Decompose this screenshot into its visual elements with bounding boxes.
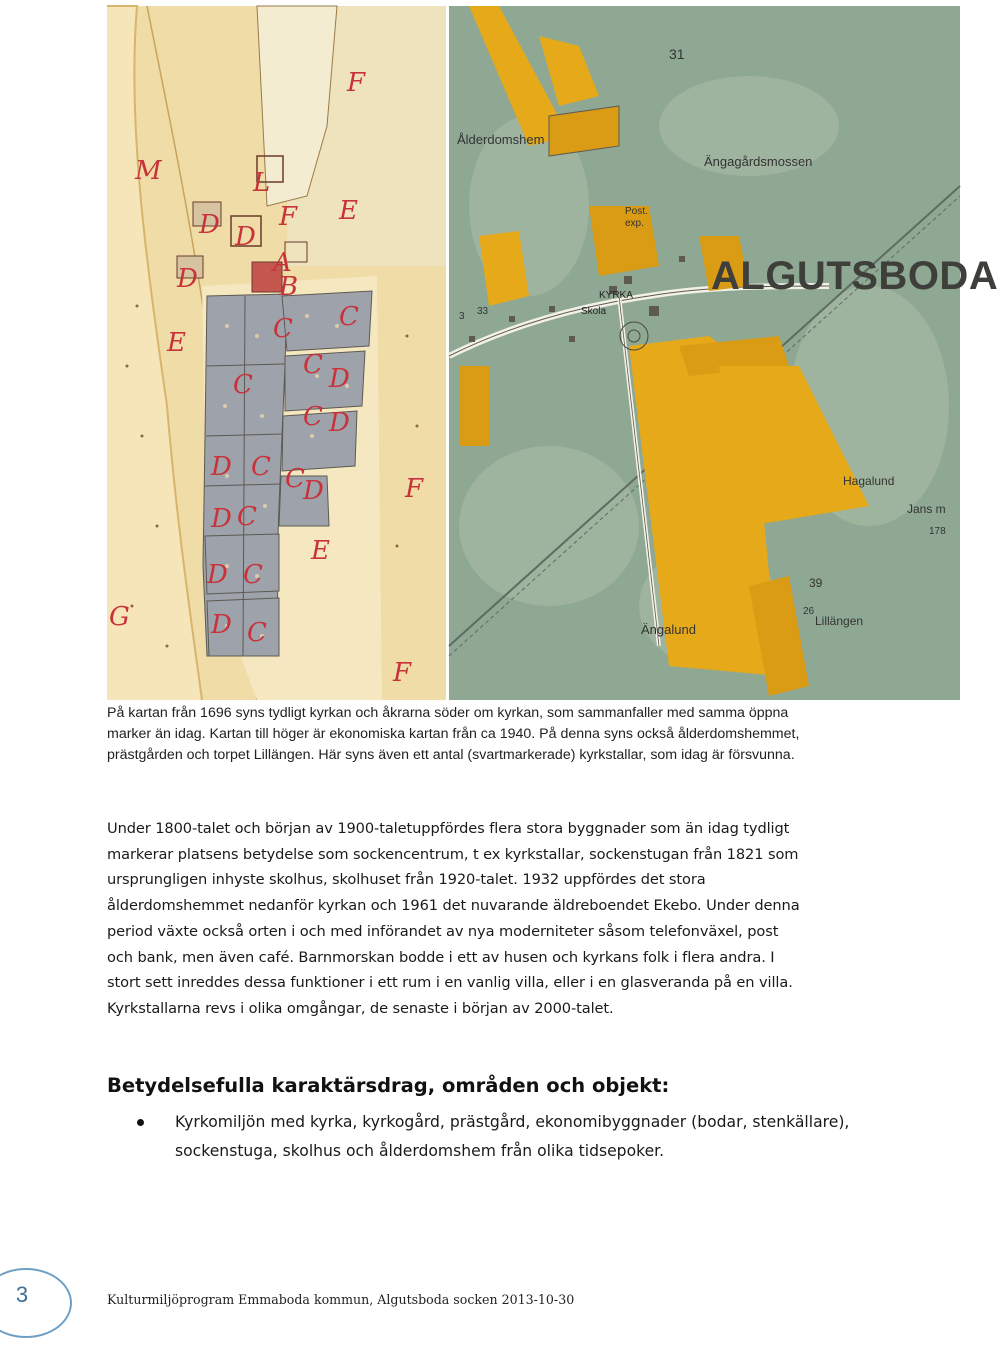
historical-map-drawing <box>107 6 446 700</box>
map-label-alderdomshem: Ålderdomshem <box>457 132 545 147</box>
map-caption <box>107 703 867 766</box>
caption-line: prästgården och torpet Lillängen. Här syns även ett antal (svartmarkerade) kyrkstallar, som idag är försvunna. <box>107 747 795 763</box>
body-line: period växte också orten i och med införandet av nya moderniteter såsom telefonväxel, post <box>107 922 779 940</box>
map-letter: E <box>311 536 330 566</box>
map-letter: D <box>303 476 324 506</box>
body-line: Kyrkstallarna revs i olika omgångar, de senaste i början av 2000-talet. <box>107 999 614 1017</box>
list-item-text: sockenstuga, skolhus och ålderdomshem från olika tidsepoker. <box>175 1142 665 1160</box>
map-letter: D <box>235 222 256 252</box>
body-line: Under 1800-talet och början av 1900-taletuppfördes flera stora byggnader som än idag tydligt <box>107 820 790 837</box>
map-letter: D <box>329 408 350 438</box>
footer-text: Kulturmiljöprogram Emmaboda kommun, Algutsboda socken 2013-10-30 <box>107 1292 575 1307</box>
map-label-exp: exp. <box>625 218 644 229</box>
map-letter: D <box>211 610 232 640</box>
body-line: ålderdomshemmet nedanför kyrkan och 1961 det nuvarande äldreboendet Ekebo. Under denna <box>107 897 800 915</box>
map-label-hagalund: Hagalund <box>843 474 895 488</box>
map-letter: E <box>339 196 358 226</box>
map-label-angagardsmossen: Ängagårdsmossen <box>704 154 813 169</box>
map-label-post: Post. <box>625 206 648 217</box>
map-letter: D <box>211 504 232 534</box>
map-letter: C <box>273 314 293 344</box>
map-label-31: 31 <box>669 46 685 62</box>
map-letter: F <box>393 658 412 688</box>
map-label-algutsboda: ALGUTSBODA <box>711 254 998 298</box>
body-line: ursprungligen inhyste skolhus, skolhuset från 1920-talet. 1932 uppfördes det stora <box>107 871 706 889</box>
caption-line: marker än idag. Kartan till höger är ekonomiska kartan från ca 1940. På denna syns också ålderdomshemmet, <box>107 726 800 742</box>
map-letter: D <box>177 264 198 294</box>
body-line: markerar platsens betydelse som sockencentrum, t ex kyrkstallar, sockenstugan från 1821 som <box>107 845 799 863</box>
bullet-icon <box>137 1119 144 1126</box>
map-letter: M <box>135 156 162 186</box>
map-letter: F <box>279 202 298 232</box>
map-letter: C <box>247 618 267 648</box>
map-label-kyrka: KYRKA <box>599 290 633 301</box>
map-letter: D <box>211 452 232 482</box>
map-label-178: 178 <box>929 526 946 537</box>
map-label-lillangen: Lillängen <box>815 614 864 628</box>
map-letter: A <box>273 248 292 278</box>
map-letter: D <box>329 364 350 394</box>
map-letter: C <box>237 502 257 532</box>
map-letter: F <box>347 68 366 98</box>
map-letter: C <box>285 464 305 494</box>
map-letter: D <box>207 560 228 590</box>
map-label-39: 39 <box>809 576 823 590</box>
map-letter: C <box>243 560 263 590</box>
map-letter: C <box>339 302 359 332</box>
body-line: och bank, men även café. Barnmorskan bodde i ett av husen och kyrkans folk i flera andra. I <box>107 948 775 966</box>
map-letter: G <box>109 602 130 632</box>
map-letter: C <box>251 452 271 482</box>
map-letter: C <box>303 350 323 380</box>
economic-map-1940 <box>449 6 998 700</box>
list-item <box>107 1108 927 1166</box>
map-letter: C <box>303 402 323 432</box>
map-label-26: 26 <box>803 606 815 617</box>
map-letter: E <box>167 328 186 358</box>
section-heading: Betydelsefulla karaktärsdrag, områden och objekt: <box>107 1074 670 1097</box>
map-label-angalund: Ängalund <box>641 622 696 637</box>
bullet-list <box>107 1108 927 1166</box>
page-number: 3 <box>15 1282 29 1307</box>
map-label-33: 33 <box>477 306 489 317</box>
map-letter: B <box>279 272 299 302</box>
map-letter: F <box>405 474 424 504</box>
map-letter: D <box>199 210 220 240</box>
body-paragraph <box>107 816 927 1022</box>
map-label-skola: Skola <box>581 306 607 317</box>
body-line: stort sett inreddes dessa funktioner i ett rum i en vanlig villa, eller i en glasveranda på en villa. <box>107 974 793 992</box>
list-item-text: Kyrkomiljön med kyrka, kyrkogård, prästgård, ekonomibyggnader (bodar, stenkällare), <box>175 1113 850 1131</box>
historical-map-1696 <box>107 6 446 700</box>
map-letter: C <box>233 370 253 400</box>
map-letter: L <box>253 168 271 198</box>
caption-line: På kartan från 1696 syns tydligt kyrkan och åkrarna söder om kyrkan, som sammanfaller med samma öppna <box>107 705 789 721</box>
map-label-jans: Jans m <box>907 502 946 516</box>
map-label-3: 3 <box>459 311 465 322</box>
